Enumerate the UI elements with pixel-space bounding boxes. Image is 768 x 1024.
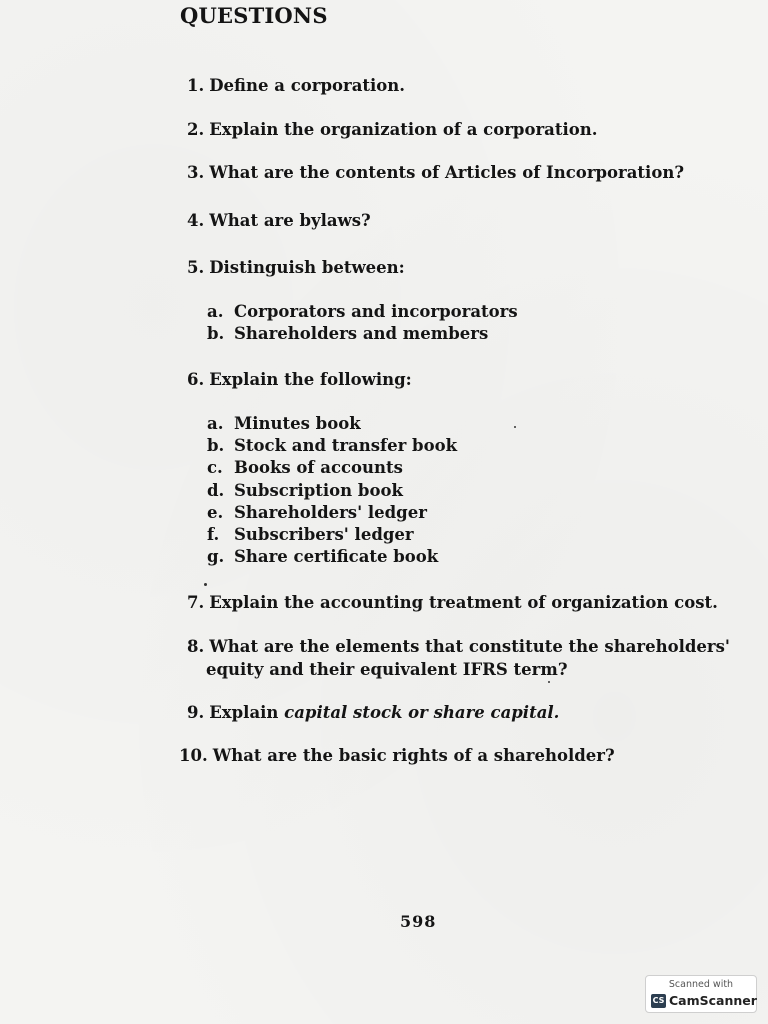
q6-item-g — [207, 547, 438, 566]
page-number: 598 — [400, 912, 437, 931]
question-text: Explain the organization of a corporation. — [209, 120, 598, 139]
item-letter: f. — [207, 525, 220, 544]
item-letter: d. — [207, 481, 225, 500]
q5-item-a — [207, 302, 518, 321]
question-number: 1. — [187, 76, 205, 95]
question-text: Explain the following: — [209, 370, 412, 389]
question-text: Define a corporation. — [209, 76, 406, 95]
question-number: 10. — [179, 746, 208, 765]
item-letter: b. — [207, 436, 225, 455]
question-text: What are the elements that constitute the shareholders' — [209, 637, 730, 656]
question-3 — [187, 163, 684, 182]
q5-item-b — [207, 324, 488, 343]
question-italic-text: capital stock or share capital. — [284, 703, 560, 722]
question-text: Explain — [209, 703, 279, 722]
item-letter: g. — [207, 547, 225, 566]
question-number: 8. — [187, 637, 205, 656]
item-text: Minutes book — [234, 414, 361, 433]
question-text: What are the contents of Articles of Incorporation? — [209, 163, 684, 182]
item-text: Shareholders' ledger — [234, 503, 427, 522]
question-6 — [187, 370, 412, 389]
q6-item-e — [207, 503, 427, 522]
question-4 — [187, 211, 371, 230]
item-letter: b. — [207, 324, 225, 343]
item-text: Subscription book — [234, 481, 403, 500]
item-letter: c. — [207, 458, 223, 477]
question-text: What are bylaws? — [209, 211, 371, 230]
question-number: 6. — [187, 370, 205, 389]
question-number: 2. — [187, 120, 205, 139]
question-number: 9. — [187, 703, 205, 722]
question-number: 7. — [187, 593, 205, 612]
question-7 — [187, 593, 718, 612]
scan-speck — [548, 681, 550, 683]
item-text: Stock and transfer book — [234, 436, 458, 455]
page-heading: QUESTIONS — [180, 3, 328, 28]
camscanner-logo-icon: CS — [651, 994, 666, 1008]
question-text: Explain the accounting treatment of organization cost. — [209, 593, 718, 612]
question-8 — [187, 637, 730, 656]
watermark-brand: CamScanner — [669, 993, 757, 1008]
item-letter: a. — [207, 414, 224, 433]
item-letter: a. — [207, 302, 224, 321]
q6-item-b — [207, 436, 457, 455]
item-text: Corporators and incorporators — [234, 302, 518, 321]
question-2 — [187, 120, 598, 139]
scan-speck — [514, 426, 516, 428]
question-1 — [187, 76, 405, 95]
item-text: Books of accounts — [234, 458, 403, 477]
question-text: Distinguish between: — [209, 258, 405, 277]
q6-item-f — [207, 525, 414, 544]
item-text: Share certificate book — [234, 547, 439, 566]
question-5 — [187, 258, 405, 277]
item-text: Subscribers' ledger — [234, 525, 414, 544]
question-9 — [187, 703, 559, 722]
question-number: 5. — [187, 258, 205, 277]
q6-item-a — [207, 414, 361, 433]
q6-item-c — [207, 458, 403, 477]
item-letter: e. — [207, 503, 224, 522]
question-text: What are the basic rights of a shareholder? — [212, 746, 615, 765]
scan-speck — [204, 583, 207, 586]
item-text: Shareholders and members — [234, 324, 489, 343]
watermark-caption: Scanned with — [668, 979, 734, 990]
camscanner-watermark — [645, 975, 757, 1013]
question-number: 4. — [187, 211, 205, 230]
question-number: 3. — [187, 163, 205, 182]
q6-item-d — [207, 481, 403, 500]
question-8-line-2: equity and their equivalent IFRS term? — [206, 660, 568, 679]
question-10 — [179, 746, 615, 765]
